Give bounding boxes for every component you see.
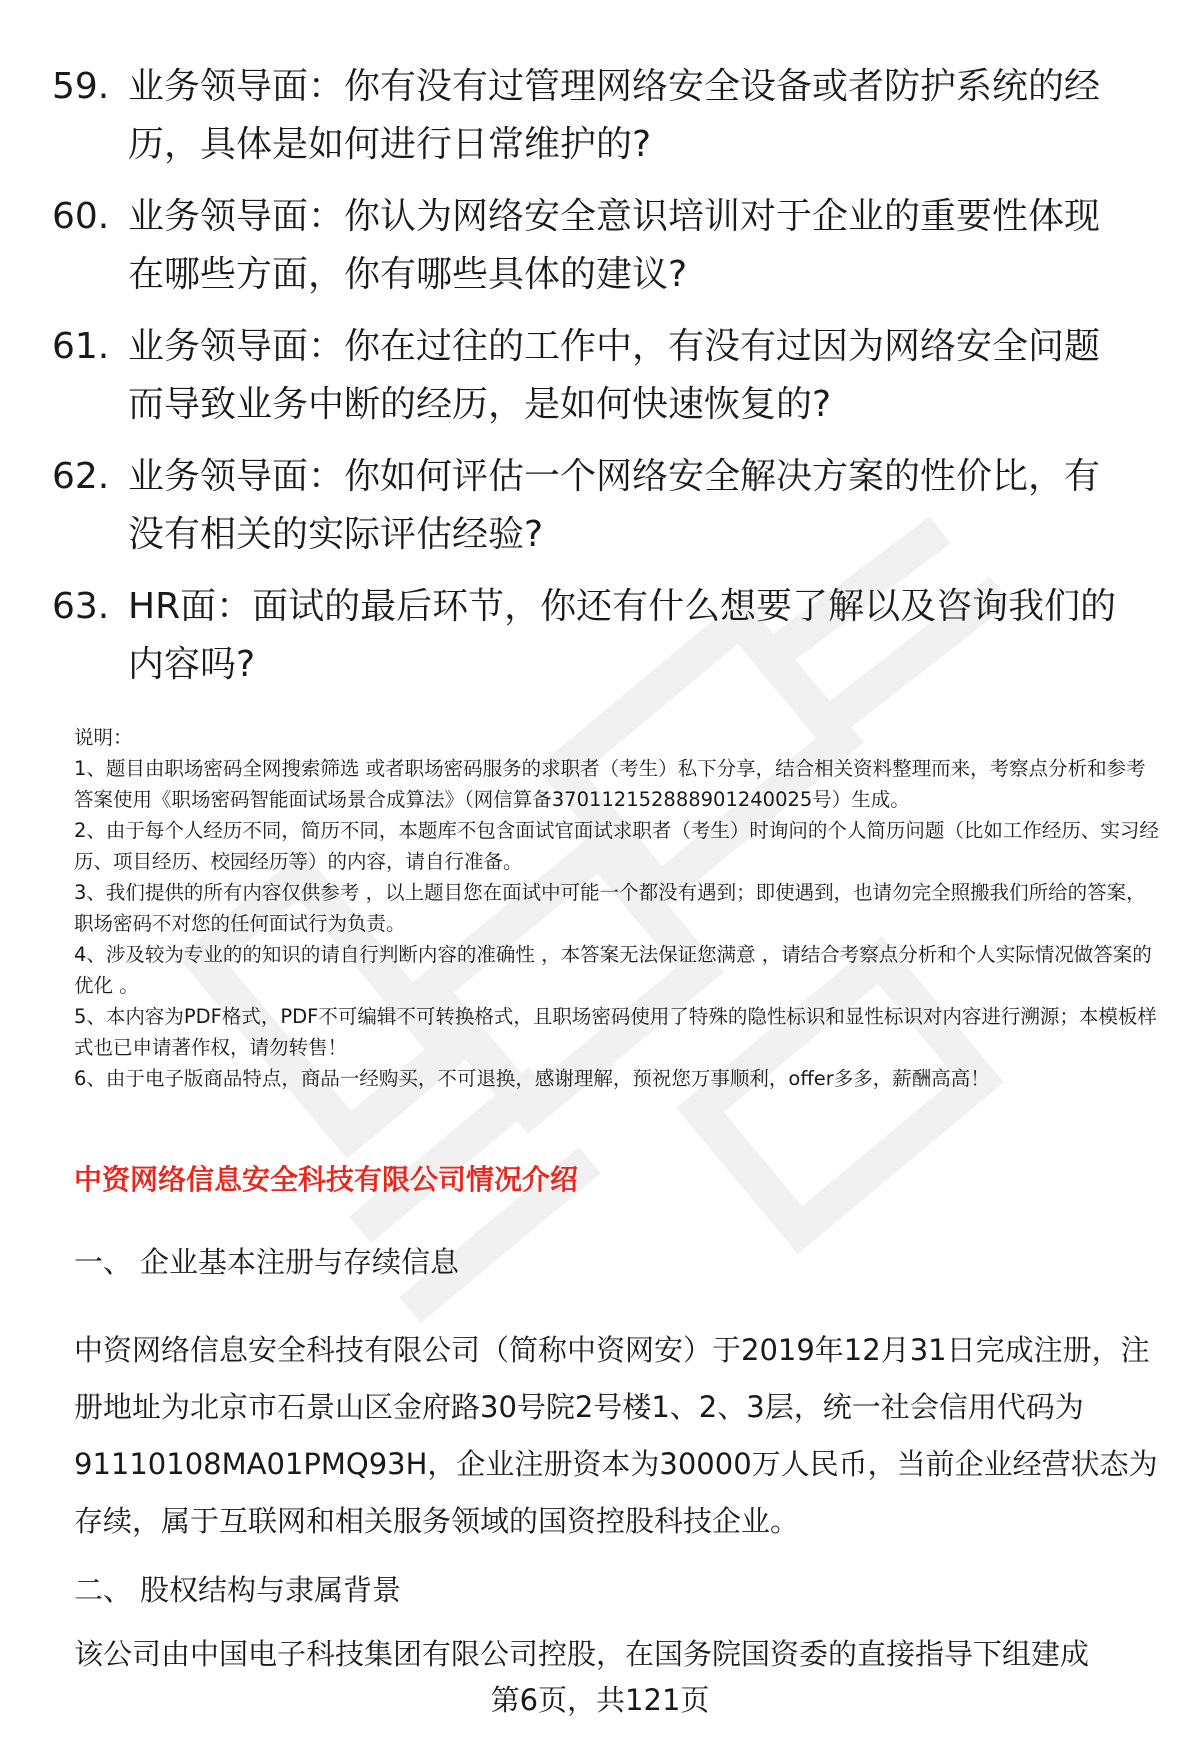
question-item <box>52 578 1152 694</box>
company-paragraph-2: 该公司由中国电子科技集团有限公司控股，在国务院国资委的直接指导下组建成 <box>74 1637 1090 1671</box>
note-item: 5、本内容为PDF格式，PDF不可编辑不可转换格式，且职场密码使用了特殊的隐性标识和显性标识对内容进行溯源；本模板样式也已申请著作权，请勿转售！ <box>74 1005 1157 1059</box>
notes-heading: 说明： <box>74 726 133 749</box>
question-number: 60. <box>52 196 110 237</box>
note-item: 6、由于电子版商品特点，商品一经购买，不可退换，感谢理解，预祝您万事顺利，offer多多，薪酬高高！ <box>74 1067 990 1090</box>
question-item <box>52 188 1152 304</box>
question-item <box>52 448 1152 564</box>
note-item: 4、涉及较为专业的的知识的请自行判断内容的准确性 ，本答案无法保证您满意 ，请结合考察点分析和个人实际情况做答案的优化 。 <box>74 943 1152 997</box>
question-item <box>52 318 1152 434</box>
section-title: 股权结构与隶属背景 <box>140 1573 402 1607</box>
section-number: 一、 <box>74 1245 133 1279</box>
section-number: 二、 <box>74 1573 133 1607</box>
question-text: HR面：面试的最后环节，你还有什么想要了解以及咨询我们的内容吗? <box>128 586 1117 685</box>
question-item <box>52 58 1152 174</box>
question-text: 业务领导面：你有没有过管理网络安全设备或者防护系统的经历，具体是如何进行日常维护的? <box>128 66 1101 165</box>
section-heading-1 <box>74 1242 459 1282</box>
section-heading-2 <box>74 1570 401 1610</box>
note-item: 2、由于每个人经历不同，简历不同，本题库不包含面试官面试求职者（考生）时询问的个人简历问题（比如工作经历、实习经历、项目经历、校园经历等）的内容，请自行准备。 <box>74 819 1159 873</box>
question-number: 61. <box>52 326 110 367</box>
question-list <box>52 58 1152 708</box>
company-section-title: 中资网络信息安全科技有限公司情况介绍 <box>74 1163 579 1196</box>
page-footer: 第6页，共121页 <box>490 1683 710 1717</box>
question-text: 业务领导面：你认为网络安全意识培训对于企业的重要性体现在哪些方面，你有哪些具体的建议? <box>128 196 1101 295</box>
question-number: 62. <box>52 456 110 497</box>
note-item: 3、我们提供的所有内容仅供参考 ，以上题目您在面试中可能一个都没有遇到；即使遇到，也请勿完全照搬我们所给的答案，职场密码不对您的任何面试行为负责。 <box>74 881 1146 935</box>
note-item: 1、题目由职场密码全网搜索筛选 或者职场密码服务的求职者（考生）私下分享，结合相关资料整理而来，考察点分析和参考答案使用《职场密码智能面试场景合成算法》（网信算备370112152888901240025号）生成。 <box>74 757 1146 811</box>
question-text: 业务领导面：你如何评估一个网络安全解决方案的性价比，有没有相关的实际评估经验? <box>128 456 1101 555</box>
question-text: 业务领导面：你在过往的工作中，有没有过因为网络安全问题而导致业务中断的经历，是如何快速恢复的? <box>128 326 1101 425</box>
question-number: 59. <box>52 66 110 107</box>
notes-block <box>74 722 1164 1094</box>
section-title: 企业基本注册与存续信息 <box>140 1245 460 1279</box>
question-number: 63. <box>52 586 110 627</box>
company-paragraph-1: 中资网络信息安全科技有限公司（简称中资网安）于2019年12月31日完成注册，注册地址为北京市石景山区金府路30号院2号楼1、2、3层，统一社会信用代码为91110108MA01PMQ93H，企业注册资本为30000万人民币，当前企业经营状态为存续，属于互联网和相关服务领域的国资控股科技企业。 <box>74 1333 1158 1538</box>
